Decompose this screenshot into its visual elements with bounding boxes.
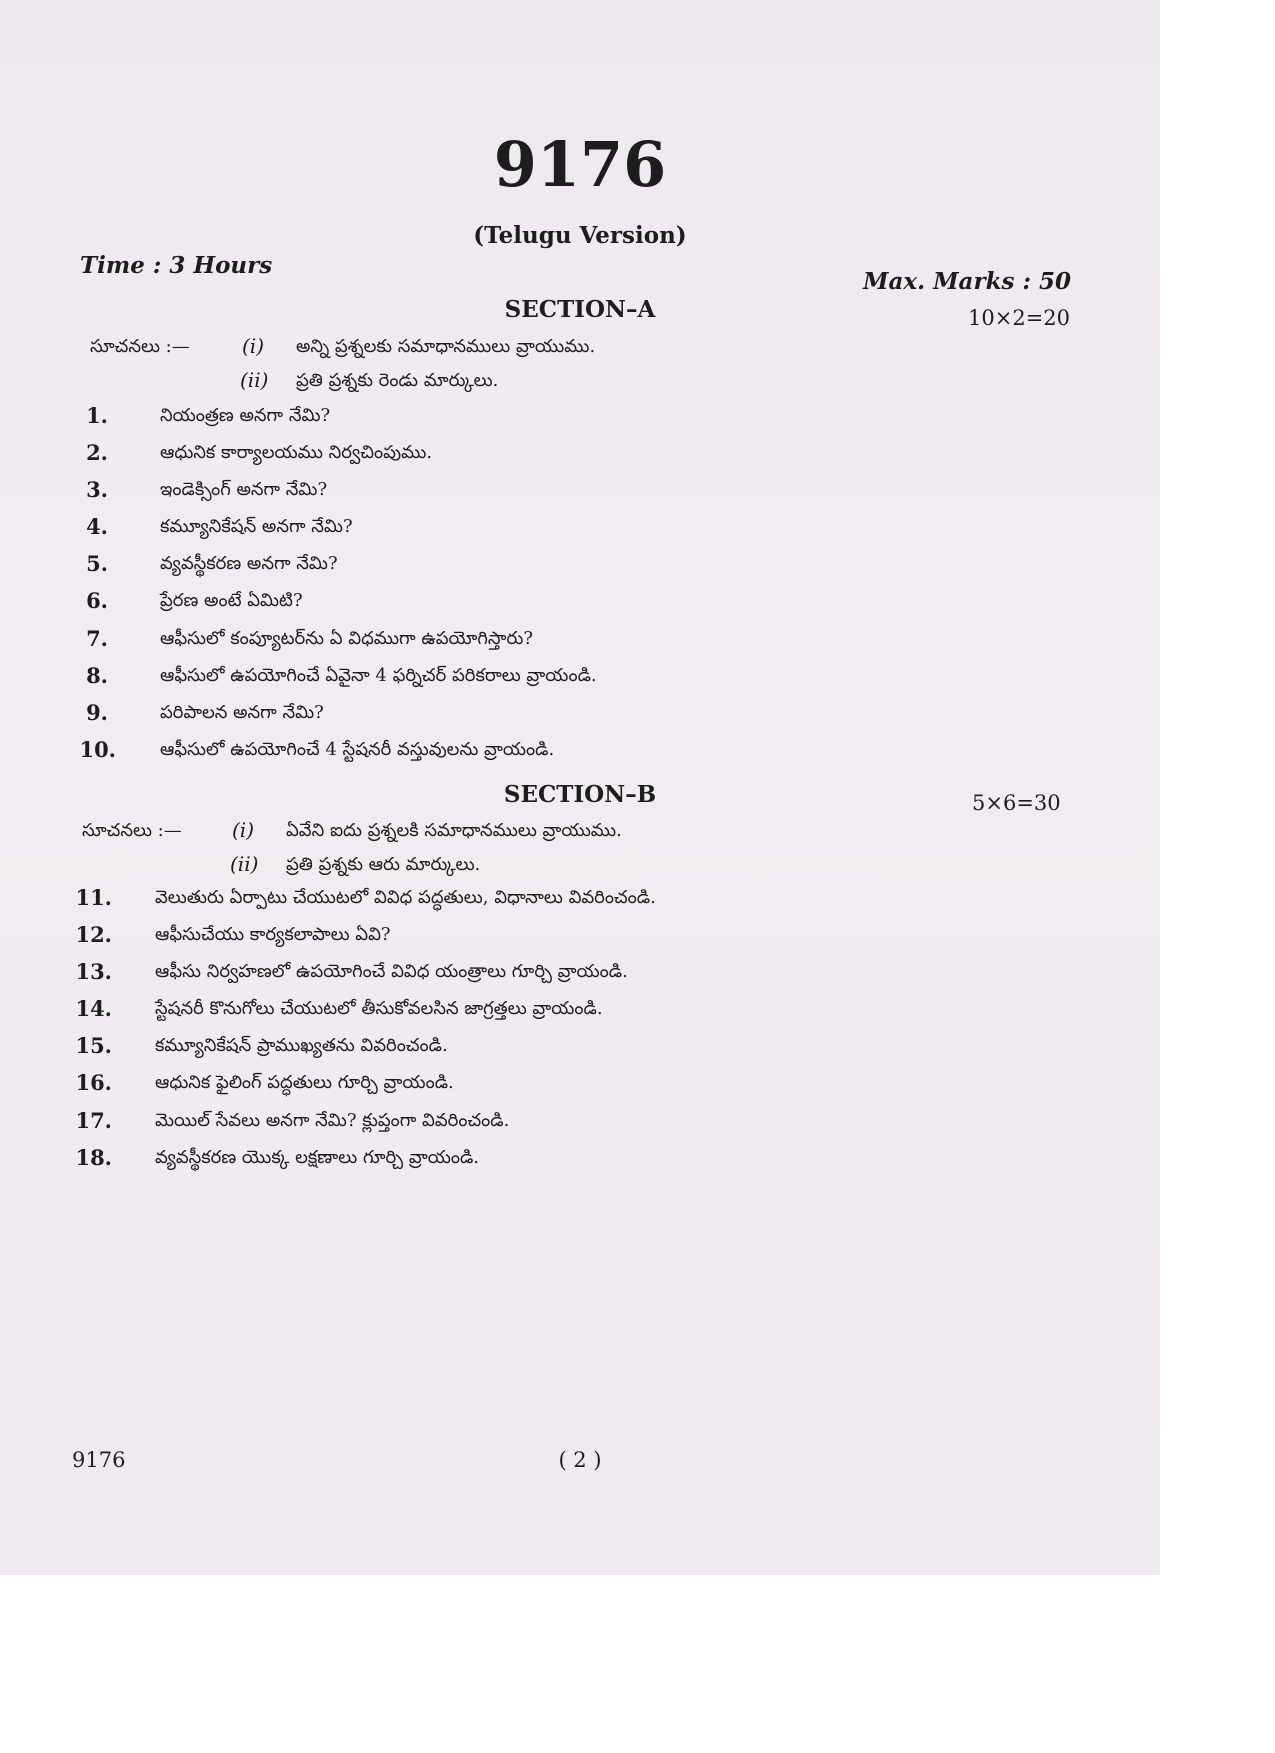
section-a-instruction-2-text: ప్రతి ప్రశ్నకు రెండు మార్కులు. — [296, 370, 499, 391]
section-a-instruction-2-num: (ii) — [240, 368, 269, 392]
section-b-instruction-1-num: (i) — [232, 818, 255, 842]
section-b-instruction-1-text: ఏవేని ఐదు ప్రశ్నలకి సమాధానములు వ్రాయుము. — [286, 820, 622, 841]
question-text: ఆఫీసులో ఉపయోగించే ఏవైనా 4 ఫర్నిచర్ పరికరాలు వ్రాయండి. — [160, 665, 597, 686]
question-number: 13. — [75, 959, 112, 984]
footer-paper-code: 9176 — [72, 1448, 126, 1472]
question-number: 1. — [86, 403, 108, 428]
question-number: 17. — [75, 1108, 112, 1133]
question-text: ప్రేరణ అంటే ఏమిటి? — [160, 590, 303, 611]
question-number: 9. — [86, 700, 108, 725]
question-number: 6. — [86, 588, 108, 613]
paper-code-title: 9176 — [493, 128, 667, 201]
section-a-instruction-1-num: (i) — [242, 334, 265, 358]
section-b-instruction-2-text: ప్రతి ప్రశ్నకు ఆరు మార్కులు. — [286, 854, 481, 875]
page-number: ( 2 ) — [558, 1448, 602, 1472]
question-number: 2. — [86, 440, 108, 465]
section-a-marks: 10×2=20 — [968, 306, 1070, 330]
question-text: కమ్యూనికేషన్ ప్రాముఖ్యతను వివరించండి. — [155, 1035, 448, 1056]
time-label: Time : 3 Hours — [80, 252, 273, 279]
question-number: 11. — [75, 885, 112, 910]
question-text: ఆఫీసుచేయు కార్యకలాపాలు ఏవి? — [155, 924, 391, 945]
question-text: ఆధునిక కార్యాలయము నిర్వచింపుము. — [160, 442, 433, 463]
question-number: 16. — [75, 1070, 112, 1095]
question-number: 4. — [86, 514, 108, 539]
section-a-instruction-1-text: అన్ని ప్రశ్నలకు సమాధానములు వ్రాయుము. — [296, 336, 596, 357]
question-number: 18. — [75, 1145, 112, 1170]
question-text: ఆఫీసులో కంప్యూటర్‌ను ఏ విధముగా ఉపయోగిస్తారు? — [160, 628, 534, 649]
question-text: పరిపాలన అనగా నేమి? — [160, 702, 324, 723]
question-number: 8. — [86, 663, 108, 688]
question-number: 15. — [75, 1033, 112, 1058]
section-b-marks: 5×6=30 — [972, 791, 1061, 815]
question-text: వెలుతురు ఏర్పాటు చేయుటలో వివిధ పద్ధతులు, విధానాలు వివరించండి. — [155, 887, 656, 908]
question-number: 7. — [86, 626, 108, 651]
section-a-instructions-label: సూచనలు :— — [90, 336, 190, 357]
question-text: ఇండెక్సింగ్ అనగా నేమి? — [160, 479, 328, 500]
question-text: వ్యవస్థీకరణ యొక్క లక్షణాలు గూర్చి వ్రాయండి. — [155, 1147, 480, 1168]
question-number: 10. — [79, 737, 116, 762]
max-marks-label: Max. Marks : 50 — [863, 268, 1071, 295]
question-number: 14. — [75, 996, 112, 1021]
question-text: మెయిల్ సేవలు అనగా నేమి? క్లుప్తంగా వివరించండి. — [155, 1110, 510, 1131]
question-text: ఆఫీసు నిర్వహణలో ఉపయోగించే వివిధ యంత్రాలు గూర్చి వ్రాయండి. — [155, 961, 628, 982]
section-a-heading: SECTION–A — [504, 296, 656, 323]
question-number: 3. — [86, 477, 108, 502]
version-label: (Telugu Version) — [473, 222, 687, 249]
question-text: ఆఫీసులో ఉపయోగించే 4 స్టేషనరీ వస్తువులను వ్రాయండి. — [160, 739, 555, 760]
section-b-heading: SECTION–B — [503, 781, 657, 808]
section-b-instruction-2-num: (ii) — [230, 852, 259, 876]
question-text: వ్యవస్థీకరణ అనగా నేమి? — [160, 553, 338, 574]
section-b-instructions-label: సూచనలు :— — [82, 820, 182, 841]
question-text: కమ్యూనికేషన్ అనగా నేమి? — [160, 516, 353, 537]
question-number: 5. — [86, 551, 108, 576]
question-number: 12. — [75, 922, 112, 947]
question-text: ఆధునిక ఫైలింగ్ పద్ధతులు గూర్చి వ్రాయండి. — [155, 1072, 454, 1093]
question-text: నియంత్రణ అనగా నేమి? — [160, 405, 331, 426]
question-text: స్టేషనరీ కొనుగోలు చేయుటలో తీసుకోవలసిన జాగ్రత్తలు వ్రాయండి. — [155, 998, 603, 1019]
